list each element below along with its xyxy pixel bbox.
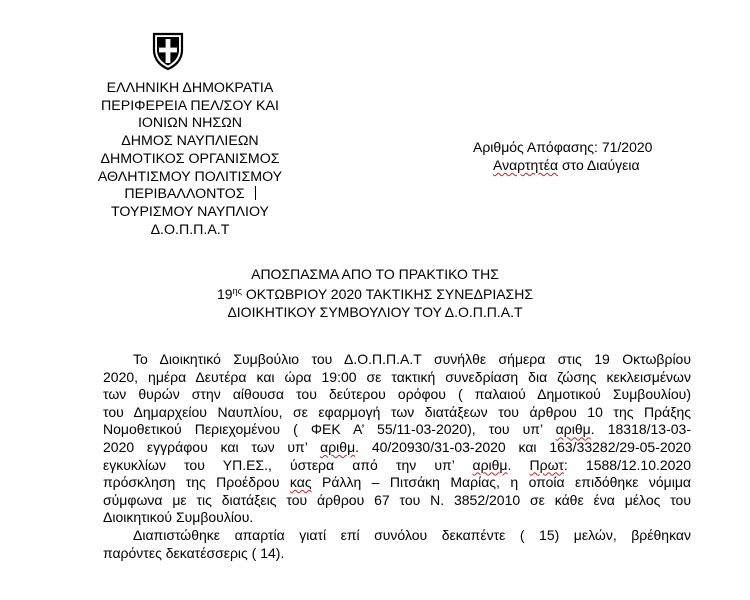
body-line: 2020, ημέρα Δευτέρα και ώρα 19:00 σε τακτική συνεδρίαση δια ζώσης κεκλεισμένων xyxy=(103,368,691,385)
excerpt-line: ΔΙΟΙΚΗΤΙΚΟΥ ΣΥΜΒΟΥΛΙΟΥ ΤΟΥ Δ.Ο.Π.Π.Α.Τ xyxy=(227,303,523,320)
body-line: σύμφωνα με τις διατάξεις του άρθρου 67 του Ν. 3852/2010 σε κάθε ένα μέλος του xyxy=(103,491,691,508)
body-line: Νομοθετικού Περιεχομένου ( ΦΕΚ Α’ 55/11-03-2020), του υπ’ αριθμ. 18318/13-03- xyxy=(103,421,691,438)
decision-number: Αριθμός Απόφασης: 71/2020 xyxy=(473,139,653,155)
body-line: του Δημαρχείου Ναυπλίου, σε εφαρμογή των διατάξεων του άρθρου 10 της Πράξης xyxy=(103,403,691,420)
org-line: ΔΗΜΟΤΙΚΟΣ ΟΡΓΑΝΙΣΜΟΣ xyxy=(100,150,280,167)
body-line: Το Διοικητικό Συμβούλιο του Δ.Ο.Π.Π.Α.Τ συνήλθε σήμερα στις 19 Οκτωβρίου xyxy=(133,351,691,367)
body-line: εγκυκλίων του ΥΠ.ΕΣ., ύστερα από την υπ’ αριθμ. Πρωτ: 1588/12.10.2020 xyxy=(103,456,692,473)
posted-note: Αναρτητέα στο Διαύγεια xyxy=(493,157,640,173)
body-line: των θυρών στην αίθουσα του δεύτερου ορόφου ( παλαιού Δημοτικού Συμβουλίου) xyxy=(103,386,691,403)
excerpt-heading xyxy=(0,266,750,321)
body-line: 2020 εγγράφου και των υπ’ αριθμ. 40/20930/31-03-2020 και 163/33282/29-05-2020 xyxy=(103,438,691,455)
body-line: Διοικητικού Συμβουλίου. xyxy=(103,509,254,526)
org-line: ΔΗΜΟΣ ΝΑΥΠΛΙΕΩΝ xyxy=(121,133,259,150)
greek-emblem-icon xyxy=(151,31,185,71)
org-line: ΙΟΝΙΩΝ ΝΗΣΩΝ xyxy=(137,115,243,132)
body-text xyxy=(103,351,691,562)
decision-info xyxy=(473,138,652,174)
excerpt-line: $19^{\eta\varsigma}$ ΟΚΤΩΒΡΙΟΥ 2020 ΤΑΚΤΙΚΗΣ ΣΥΝΕΔΡΙΑΣΗΣ xyxy=(217,286,533,303)
issuing-authority xyxy=(74,80,306,239)
excerpt-line: ΑΠΟΣΠΑΣΜΑ ΑΠΟ ΤΟ ΠΡΑΚΤΙΚΟ ΤΗΣ xyxy=(251,266,499,282)
body-line: Διαπιστώθηκε απαρτία γιατί επί συνόλου δεκαπέντε ( 15) μελών, βρέθηκαν xyxy=(133,526,691,543)
org-line: ΠΕΡΙΒΑΛΛΟΝΤΟΣ xyxy=(74,186,306,204)
org-line: ΠΕΡΙΦΕΡΕΙΑ ΠΕΛ/ΣΟΥ ΚΑΙ xyxy=(101,97,279,114)
org-line: ΕΛΛΗΝΙΚΗ ΔΗΜΟΚΡΑΤΙΑ xyxy=(106,80,274,96)
org-line: Δ.Ο.Π.Π.Α.Τ xyxy=(150,221,230,238)
body-line: παρόντες δεκατέσσερις ( 14). xyxy=(103,544,285,561)
text-cursor xyxy=(255,186,256,200)
org-line: ΑΘΛΗΤΙΣΜΟΥ ΠΟΛΙΤΙΣΜΟΥ xyxy=(97,168,283,185)
org-line: ΤΟΥΡΙΣΜΟΥ ΝΑΥΠΛΙΟΥ xyxy=(111,203,269,220)
body-line: πρόσκληση της Προέδρου κας Ράλλη – Πιτσάκη Μαρίας, η οποία επιδόθηκε νόμιμα xyxy=(103,474,692,491)
